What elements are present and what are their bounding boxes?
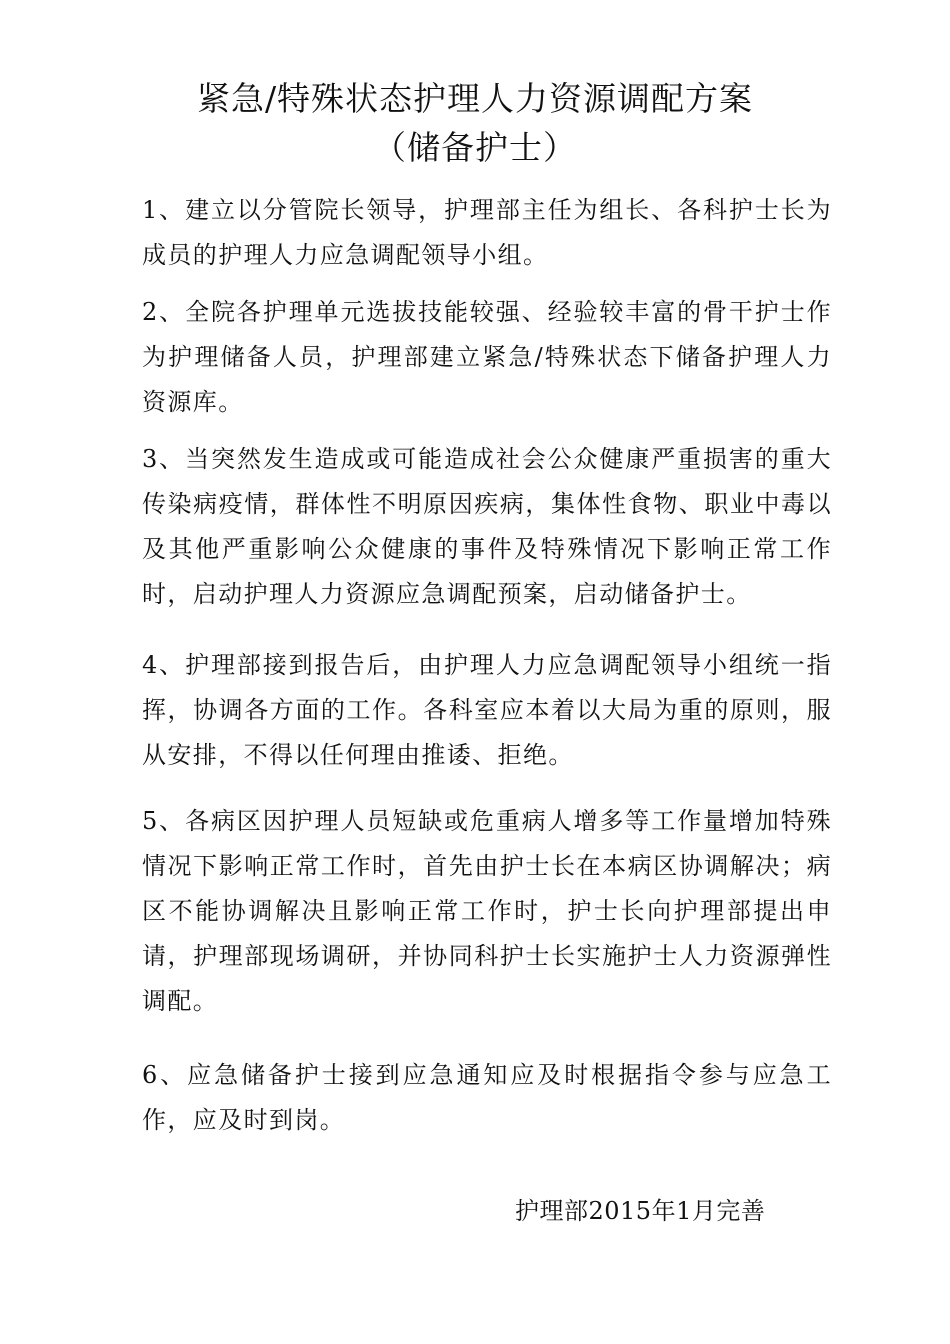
paragraph-3: 3、当突然发生造成或可能造成社会公众健康严重损害的重大传染病疫情，群体性不明原因疾病，集体性食物、职业中毒以及其他严重影响公众健康的事件及特殊情况下影响正常工作时，启动护理人力资源应急调配预案，启动储备护士。 (142, 445, 832, 608)
signature-line: 护理部2015年1月完善 (515, 1197, 766, 1225)
paragraph-2: 2、全院各护理单元选拔技能较强、经验较丰富的骨干护士作为护理储备人员，护理部建立紧急/特殊状态下储备护理人力资源库。 (142, 298, 832, 416)
paragraph-4: 4、护理部接到报告后，由护理人力应急调配领导小组统一指挥，协调各方面的工作。各科室应本着以大局为重的原则，服从安排，不得以任何理由推诿、拒绝。 (142, 651, 832, 769)
paragraph-6: 6、应急储备护士接到应急通知应及时根据指令参与应急工作，应及时到岗。 (142, 1061, 832, 1134)
document-subtitle: （储备护士） (373, 128, 577, 167)
paragraph-1: 1、建立以分管院长领导，护理部主任为组长、各科护士长为成员的护理人力应急调配领导小组。 (142, 196, 832, 269)
document-title: 紧急/特殊状态护理人力资源调配方案 (196, 79, 754, 118)
paragraph-5: 5、各病区因护理人员短缺或危重病人增多等工作量增加特殊情况下影响正常工作时，首先由护士长在本病区协调解决；病区不能协调解决且影响正常工作时，护士长向护理部提出申请，护理部现场调研，并协同科护士长实施护士人力资源弹性调配。 (142, 807, 832, 1015)
